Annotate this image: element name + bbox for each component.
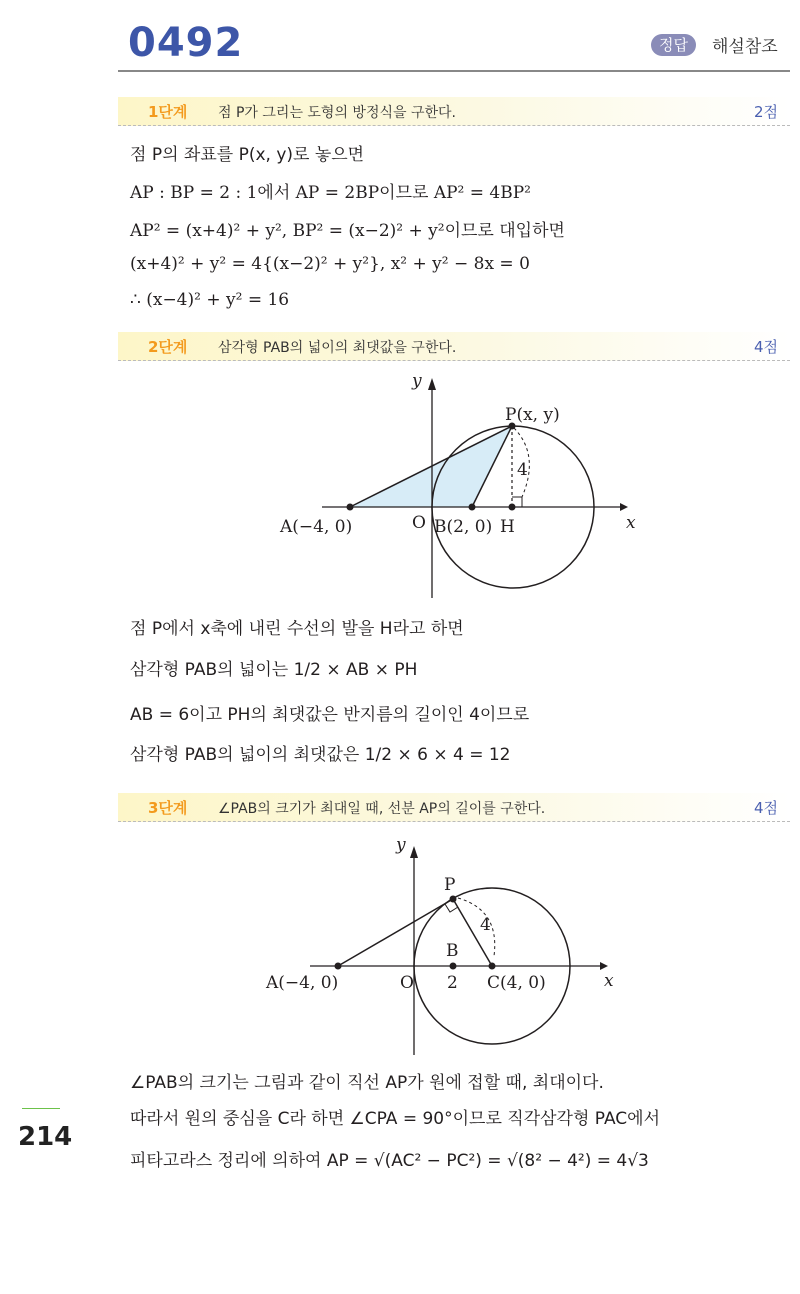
point-a-2-dot xyxy=(335,963,342,970)
step-1-line-3-text: AP² = (x+4)² + y², BP² = (x−2)² + y²이므로 대입하면 xyxy=(130,221,565,241)
step-2-number: 2단계 xyxy=(148,338,188,356)
step-3-line-1-text: ∠PAB의 크기는 그림과 같이 직선 AP가 원에 접할 때, 최대이다. xyxy=(130,1073,604,1093)
margin-accent-line xyxy=(22,1108,60,1109)
point-a-1-label: A(−4, 0) xyxy=(280,517,353,537)
origin-2-label: O xyxy=(400,973,414,993)
answer-badge: 정답 xyxy=(651,34,696,56)
point-p-2-label: P xyxy=(444,875,456,895)
step-2-line-2-text: 삼각형 PAB의 넓이는 1/2 × AB × PH xyxy=(130,660,418,680)
radius-2-label: 4 xyxy=(480,915,491,935)
radius-1-label: 4 xyxy=(517,460,528,480)
step-3-line-1 xyxy=(130,1068,604,1093)
point-b-2-label: B xyxy=(446,941,459,961)
point-a-2-label: A(−4, 0) xyxy=(266,973,339,993)
point-c-2-dot xyxy=(489,963,496,970)
y-axis-1-label: y xyxy=(412,371,422,391)
step-3-line-2-text: 따라서 원의 중심을 C라 하면 ∠CPA = 90°이므로 직각삼각형 PAC에서 xyxy=(130,1109,661,1129)
step-3-line-3-text: 피타고라스 정리에 의하여 AP = √(AC² − PC²) = √(8² − 4²) = 4√3 xyxy=(130,1151,649,1171)
step-3-points: 4점 xyxy=(753,799,778,817)
segment-ap-2 xyxy=(338,899,453,966)
step-1-line-1-text: 점 P의 좌표를 P(x, y)로 놓으면 xyxy=(130,145,365,165)
point-p-1-label: P(x, y) xyxy=(505,405,560,425)
step-2-line-3-text: AB = 6이고 PH의 최댓값은 반지름의 길이인 4이므로 xyxy=(130,705,530,725)
step-1-line-5-text: ∴ (x−4)² + y² = 16 xyxy=(130,290,290,310)
step-2-line-1-text: 점 P에서 x축에 내린 수선의 발을 H라고 하면 xyxy=(130,619,464,639)
step-3-title: ∠PAB의 크기가 최대일 때, 선분 AP의 길이를 구한다. xyxy=(218,801,546,817)
page-number: 214 xyxy=(18,1122,73,1152)
step-2-line-4-text: 삼각형 PAB의 넓이의 최댓값은 1/2 × 6 × 4 = 12 xyxy=(130,745,511,765)
point-h-1-label: H xyxy=(500,517,515,537)
x-axis-2-arrow xyxy=(600,962,608,970)
step-3-line-2 xyxy=(130,1104,660,1129)
point-p-2-dot xyxy=(450,896,457,903)
step-1-line-2-text: AP : BP = 2 : 1에서 AP = 2BP이므로 AP² = 4BP² xyxy=(130,183,531,203)
origin-1-label: O xyxy=(412,513,426,533)
step-1-title: 점 P가 그리는 도형의 방정식을 구한다. xyxy=(218,105,457,121)
step-2-title: 삼각형 PAB의 넓이의 최댓값을 구한다. xyxy=(218,340,457,356)
y-axis-2-arrow xyxy=(410,846,418,858)
point-b-1-label: B(2, 0) xyxy=(434,517,493,537)
step-1-line-4-text: (x+4)² + y² = 4{(x−2)² + y²}, x² + y² − 8x = 0 xyxy=(130,254,530,274)
tick-2-label: 2 xyxy=(447,973,458,993)
x-axis-2-label: x xyxy=(604,971,614,991)
step-1-points: 2점 xyxy=(753,103,778,121)
problem-number: 0492 xyxy=(128,20,244,66)
y-axis-2-label: y xyxy=(396,835,406,855)
step-1-number: 1단계 xyxy=(148,103,188,121)
answer-reference: 해설참조 xyxy=(712,37,778,57)
point-c-2-label: C(4, 0) xyxy=(487,973,546,993)
step-2-points: 4점 xyxy=(753,338,778,356)
step-3-line-3 xyxy=(130,1146,649,1171)
x-axis-1-label: x xyxy=(626,513,636,533)
step-3-number: 3단계 xyxy=(148,799,188,817)
point-b-2-dot xyxy=(450,963,457,970)
